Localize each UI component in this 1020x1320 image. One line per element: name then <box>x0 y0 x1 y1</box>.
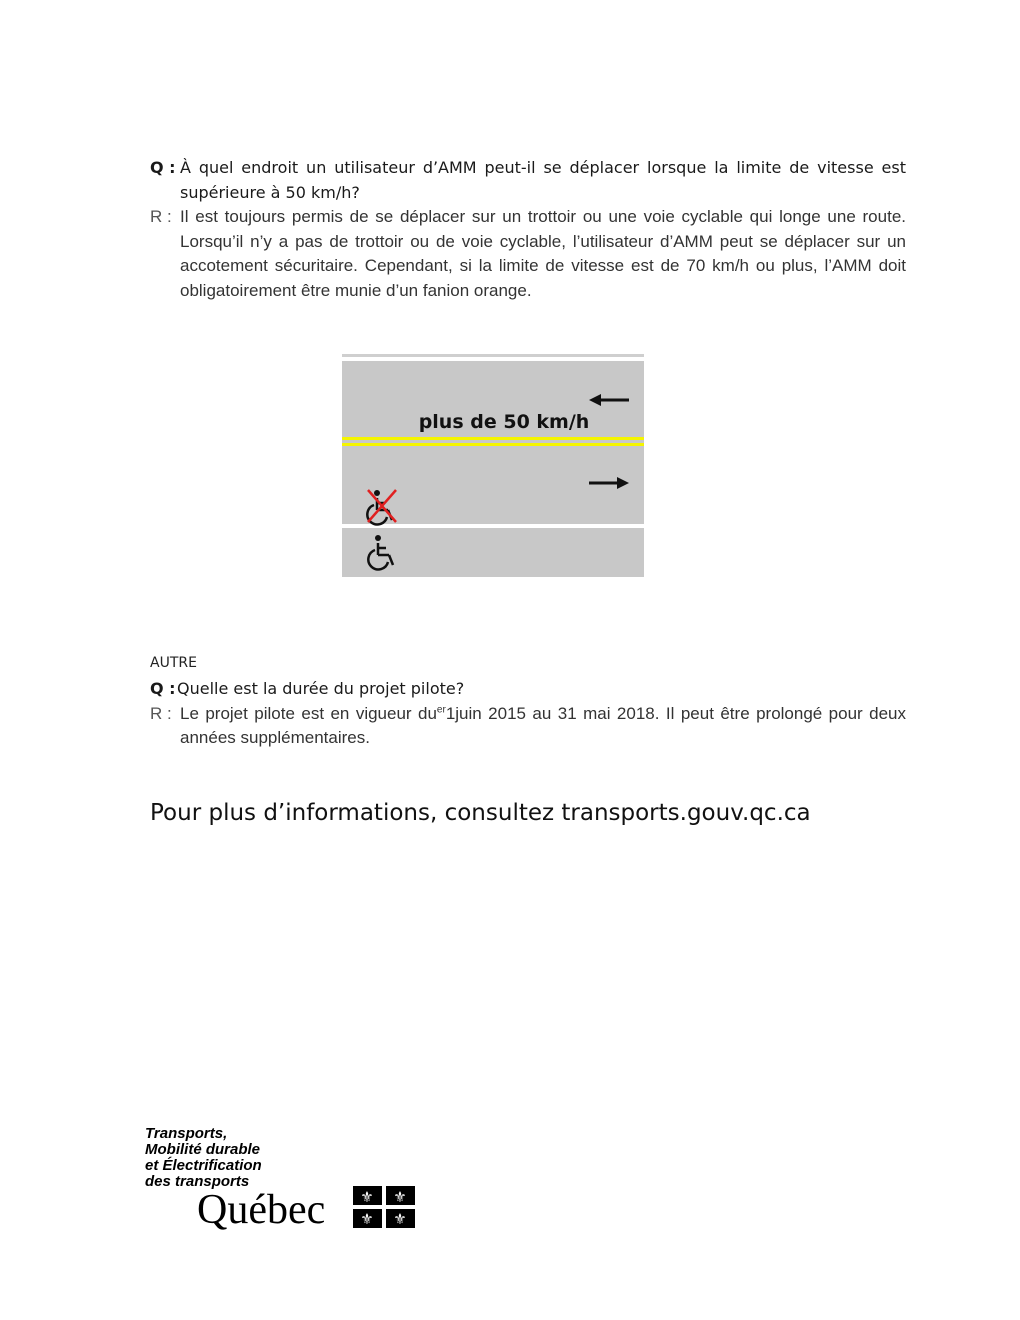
logo-line-3: et Électrification <box>145 1157 262 1174</box>
shoulder-edge-line <box>342 524 644 528</box>
road-surface <box>342 361 644 577</box>
answer-text-end: 1juin 2015 au 31 mai 2018. Il peut être prolongé pour deux années supplémentaires. <box>180 703 906 747</box>
question-text: Quelle est la durée du projet pilote? <box>177 679 465 698</box>
answer-speed <box>150 205 906 303</box>
answer-superscript: er <box>436 703 446 715</box>
quebec-logo <box>145 1126 445 1246</box>
question-speed <box>150 156 906 205</box>
question-marker: Q : <box>150 679 176 698</box>
logo-line-4: des transports <box>145 1173 250 1190</box>
speed-label: plus de 50 km/h <box>418 411 590 433</box>
road-diagram <box>341 352 645 580</box>
svg-text:⚜: ⚜ <box>360 1188 374 1206</box>
answer-duration <box>150 702 906 751</box>
question-marker: Q : <box>150 158 176 177</box>
answer-text-start: Le projet pilote est en vigueur du <box>180 703 437 723</box>
logo-line-2: Mobilité durable <box>145 1141 261 1158</box>
center-line-1 <box>342 437 644 440</box>
svg-text:⚜: ⚜ <box>393 1210 407 1228</box>
quebec-flag-icon <box>353 1186 415 1228</box>
svg-text:⚜: ⚜ <box>393 1188 407 1206</box>
question-duration <box>150 677 906 702</box>
top-edge-line <box>342 354 644 357</box>
section-title: AUTRE <box>150 655 197 671</box>
svg-text:⚜: ⚜ <box>360 1210 374 1228</box>
center-line-2 <box>342 443 644 446</box>
answer-text: Il est toujours permis de se déplacer sur un trottoir ou une voie cyclable qui longe une route. Lorsqu’il n’y a pas de trottoir ou de voie cyclable, l’utilisateur d’AMM peut se déplacer sur un accotement sécuritaire. Cependant, si la limite de vitesse est de 70 km/h ou plus, l’AMM doit obligatoirement être munie d’un fanion orange. <box>180 207 906 300</box>
qa-block-speed <box>150 156 906 303</box>
more-info-text: Pour plus d’informations, consultez transports.gouv.qc.ca <box>150 800 811 826</box>
qa-block-duration <box>150 677 906 751</box>
answer-marker: R : <box>150 207 172 226</box>
logo-wordmark: Québec <box>197 1187 326 1233</box>
question-text: À quel endroit un utilisateur d’AMM peut-il se déplacer lorsque la limite de vitesse est supérieure à 50 km/h? <box>180 158 906 202</box>
logo-line-1: Transports, <box>145 1125 228 1142</box>
answer-marker: R : <box>150 703 172 723</box>
